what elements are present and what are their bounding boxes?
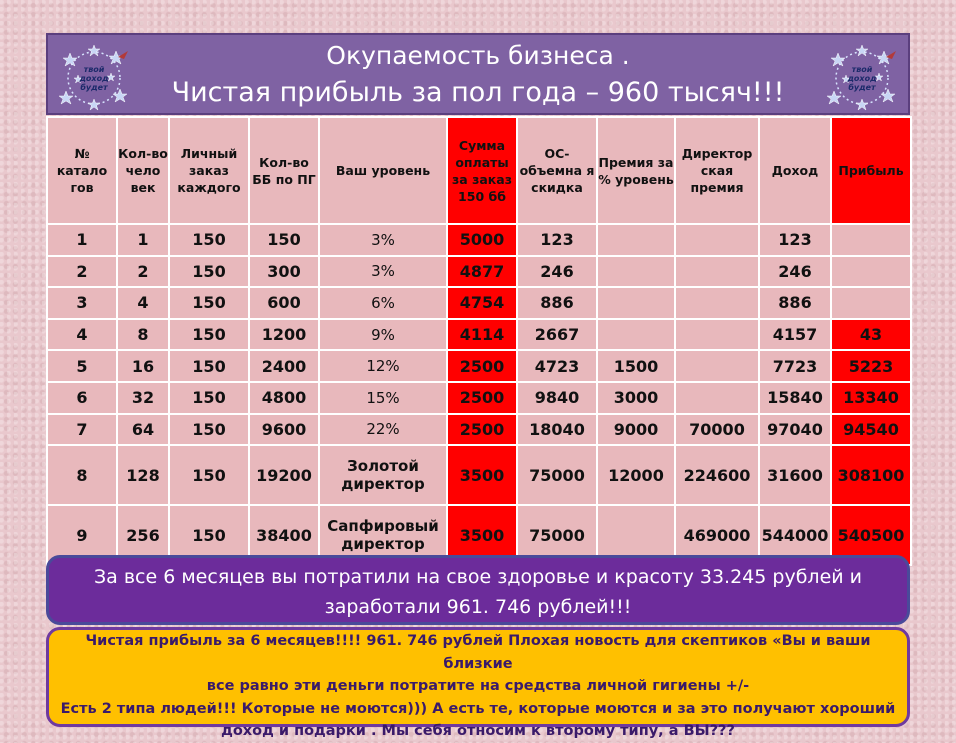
table-cell: 7 <box>47 414 117 446</box>
table-cell: 2 <box>47 256 117 288</box>
header-cell: Прибыль <box>831 117 911 224</box>
table-cell <box>597 287 675 319</box>
table-row <box>47 445 911 505</box>
table-cell: 9600 <box>249 414 319 446</box>
table-cell: 4 <box>47 319 117 351</box>
table-row <box>47 224 911 256</box>
table-cell <box>597 319 675 351</box>
table-cell <box>831 224 911 256</box>
table-cell: 9000 <box>597 414 675 446</box>
table-cell <box>597 256 675 288</box>
table-cell: 7723 <box>759 350 831 382</box>
title-line-2: Чистая прибыль за пол года – 960 тысяч!!! <box>171 77 785 108</box>
table-cell: 19200 <box>249 445 319 505</box>
table-cell: 15840 <box>759 382 831 414</box>
table-cell: 150 <box>169 414 249 446</box>
table-cell: 70000 <box>675 414 759 446</box>
table-cell: 150 <box>169 287 249 319</box>
table-cell: 1 <box>47 224 117 256</box>
table-cell: 246 <box>759 256 831 288</box>
table-cell: 128 <box>117 445 169 505</box>
header-cell: ОС-объемна я скидка <box>517 117 597 224</box>
header-cell: Личный заказ каждого <box>169 117 249 224</box>
note-line: доход и подарки . Мы себя относим к второму типу, а ВЫ??? <box>221 723 735 739</box>
table-cell <box>675 319 759 351</box>
table-cell: Золотой директор <box>319 445 447 505</box>
header-cell: № катало гов <box>47 117 117 224</box>
table-cell: 4754 <box>447 287 517 319</box>
table-cell: 2400 <box>249 350 319 382</box>
table-cell: 6 <box>47 382 117 414</box>
table-cell: 886 <box>759 287 831 319</box>
table-cell: 300 <box>249 256 319 288</box>
table-cell: 123 <box>517 224 597 256</box>
table-cell: 9 <box>47 505 117 565</box>
table-cell: 544000 <box>759 505 831 565</box>
header-cell: Директор ская премия <box>675 117 759 224</box>
note-line: Есть 2 типа людей!!! Которые не моются))) А есть те, которые моются и за это получают хороший <box>60 700 896 717</box>
table-cell: 75000 <box>517 445 597 505</box>
table-row <box>47 287 911 319</box>
table-row <box>47 382 911 414</box>
table-cell: 150 <box>169 350 249 382</box>
table-cell: 75000 <box>517 505 597 565</box>
header-cell: Кол-во чело век <box>117 117 169 224</box>
table-cell: 150 <box>169 445 249 505</box>
table-cell: 150 <box>169 319 249 351</box>
table-cell: 1200 <box>249 319 319 351</box>
table-cell: 2500 <box>447 350 517 382</box>
table-cell: 18040 <box>517 414 597 446</box>
header-cell: Кол-во ББ по ПГ <box>249 117 319 224</box>
table-cell: 150 <box>169 224 249 256</box>
table-cell: 308100 <box>831 445 911 505</box>
table-cell <box>831 287 911 319</box>
table-cell: 3000 <box>597 382 675 414</box>
table-cell <box>675 382 759 414</box>
table-cell: Сапфировый директор <box>319 505 447 565</box>
logo-line-2: доход <box>79 74 109 83</box>
table-cell: 1500 <box>597 350 675 382</box>
table-cell <box>675 224 759 256</box>
table-cell: 123 <box>759 224 831 256</box>
table-cell: 8 <box>117 319 169 351</box>
header-cell: Доход <box>759 117 831 224</box>
table-row <box>47 350 911 382</box>
header-cell: Премия за % уровень <box>597 117 675 224</box>
table-cell: 150 <box>249 224 319 256</box>
table-cell: 5 <box>47 350 117 382</box>
table-cell: 1 <box>117 224 169 256</box>
table-cell: 3500 <box>447 445 517 505</box>
table-cell: 2500 <box>447 382 517 414</box>
table-cell: 150 <box>169 505 249 565</box>
table-cell: 4877 <box>447 256 517 288</box>
table-cell: 2 <box>117 256 169 288</box>
table-cell: 22% <box>319 414 447 446</box>
table-cell: 3 <box>47 287 117 319</box>
note-banner <box>46 627 910 739</box>
table-cell: 600 <box>249 287 319 319</box>
logo-line-2: доход <box>847 74 877 83</box>
table-cell: 3% <box>319 224 447 256</box>
table-row <box>47 319 911 351</box>
table-cell: 5223 <box>831 350 911 382</box>
table-cell <box>675 256 759 288</box>
table-cell: 4114 <box>447 319 517 351</box>
table-cell: 150 <box>169 382 249 414</box>
table-cell: 64 <box>117 414 169 446</box>
summary-text: За все 6 месяцев вы потратили на свое здоровье и красоту 33.245 рублей и заработали 961. 746 рублей!!! <box>93 566 862 618</box>
note-line: все равно эти деньги потратите на средства личной гигиены +/- <box>206 678 750 694</box>
title-banner <box>46 33 910 115</box>
table-cell: 8 <box>47 445 117 505</box>
table-cell: 4800 <box>249 382 319 414</box>
logo-line-1: твой <box>851 65 873 74</box>
note-line: Чистая прибыль за 6 месяцев!!!! 961. 746 рублей Плохая новость для скептиков «Вы и ваши близкие <box>85 633 871 672</box>
table-cell: 38400 <box>249 505 319 565</box>
table-cell: 256 <box>117 505 169 565</box>
summary-banner <box>46 555 910 625</box>
table-cell: 97040 <box>759 414 831 446</box>
table-cell: 9% <box>319 319 447 351</box>
table-cell: 3% <box>319 256 447 288</box>
table-cell: 150 <box>169 256 249 288</box>
table-cell: 2500 <box>447 414 517 446</box>
header-row <box>47 117 911 224</box>
table-cell: 5000 <box>447 224 517 256</box>
table-cell: 4 <box>117 287 169 319</box>
table-cell: 15% <box>319 382 447 414</box>
table-cell: 13340 <box>831 382 911 414</box>
header-cell-text: Сумма оплаты за заказ 150 бб <box>452 137 512 204</box>
star-logo-icon <box>824 43 900 113</box>
table-cell <box>831 256 911 288</box>
table-cell: 224600 <box>675 445 759 505</box>
table-cell: 3500 <box>447 505 517 565</box>
table-cell: 6% <box>319 287 447 319</box>
header-cell: Ваш уровень <box>319 117 447 224</box>
table-cell: 94540 <box>831 414 911 446</box>
logo-line-1: твой <box>83 65 105 74</box>
table-cell <box>597 224 675 256</box>
table-cell: 4157 <box>759 319 831 351</box>
table-cell: 469000 <box>675 505 759 565</box>
logo-line-3: будет <box>848 83 876 92</box>
table-cell <box>675 350 759 382</box>
payback-table <box>46 116 912 566</box>
table-cell: 246 <box>517 256 597 288</box>
table-cell: 9840 <box>517 382 597 414</box>
table-row <box>47 414 911 446</box>
table-row <box>47 256 911 288</box>
title-line-1: Окупаемость бизнеса . <box>326 41 630 70</box>
table-cell: 2667 <box>517 319 597 351</box>
table-cell: 886 <box>517 287 597 319</box>
table-cell: 12000 <box>597 445 675 505</box>
table-cell: 12% <box>319 350 447 382</box>
table-cell: 43 <box>831 319 911 351</box>
table-cell <box>675 287 759 319</box>
table-cell: 540500 <box>831 505 911 565</box>
table-cell: 4723 <box>517 350 597 382</box>
table-cell: 16 <box>117 350 169 382</box>
header-cell <box>447 117 517 224</box>
table-cell: 31600 <box>759 445 831 505</box>
logo-line-3: будет <box>80 83 108 92</box>
table-cell: 32 <box>117 382 169 414</box>
